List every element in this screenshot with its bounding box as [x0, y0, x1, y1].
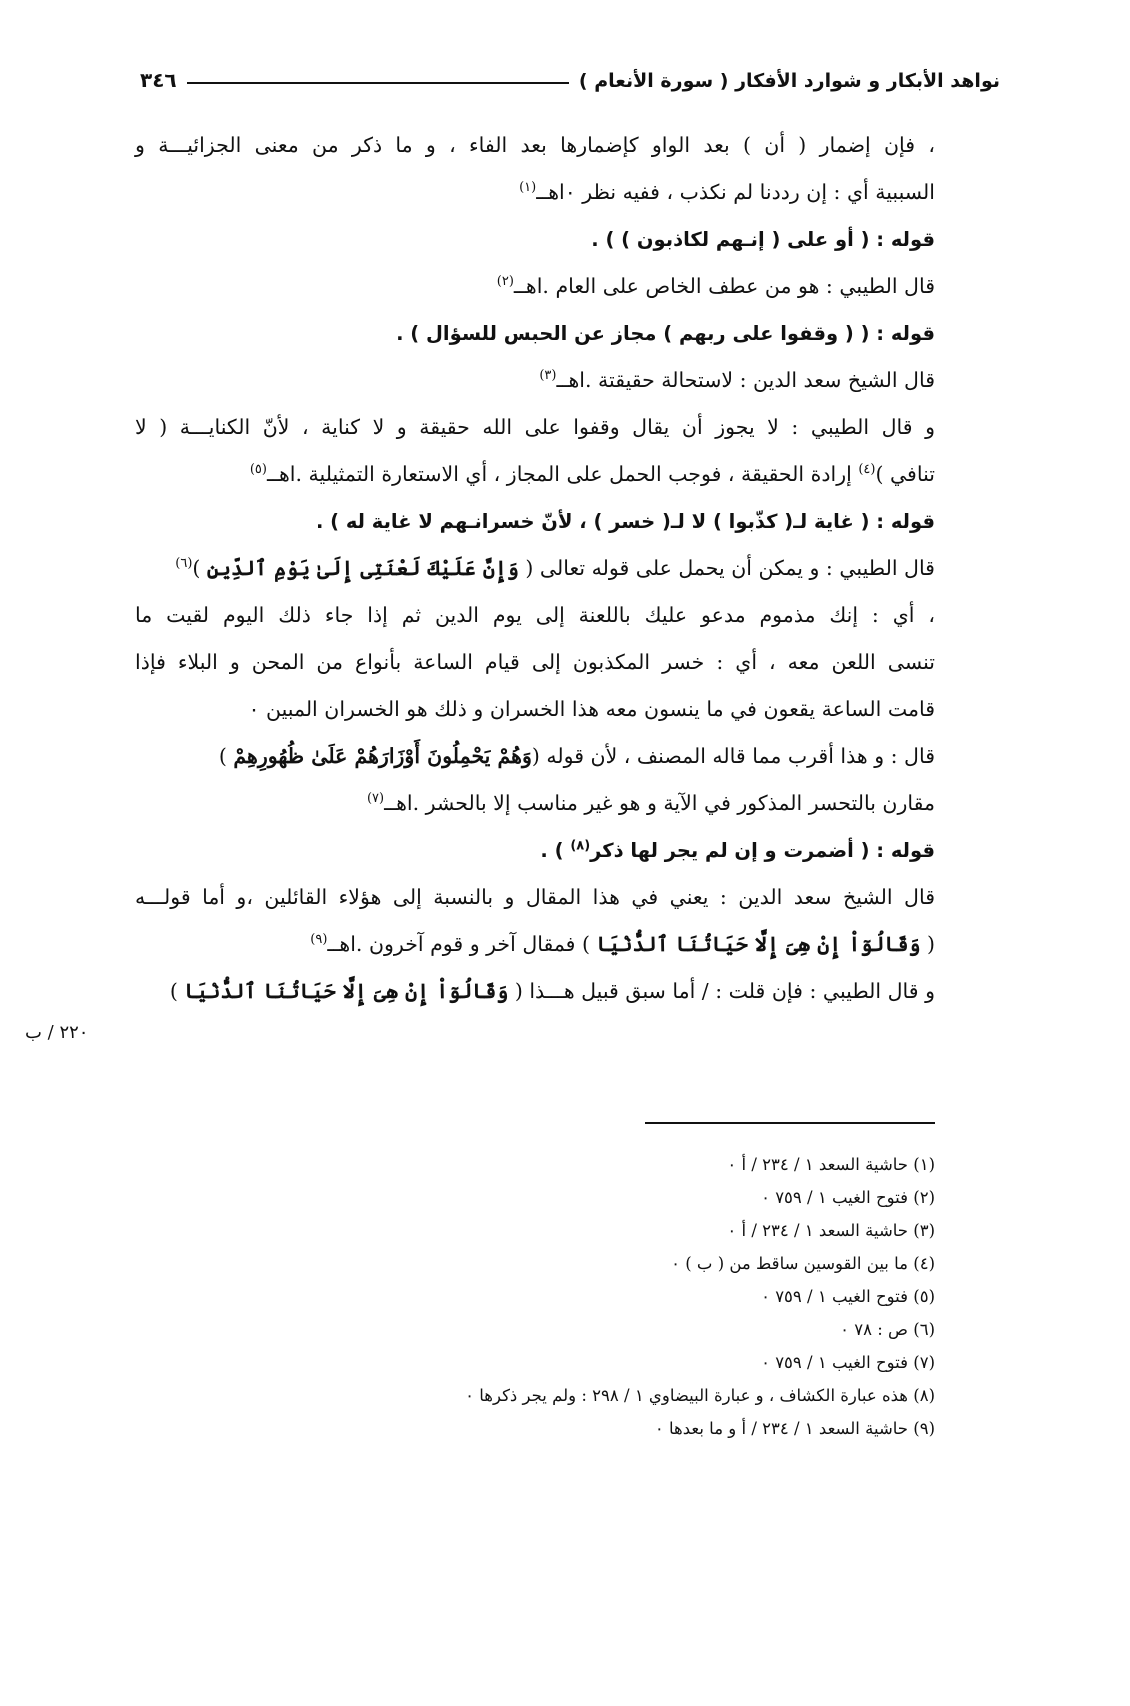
- footnote: (٤) ما بين القوسين ساقط من ( ب ) ٠: [671, 1254, 935, 1273]
- text-segment: ) فمقال آخر و قوم آخرون .اهــ: [327, 932, 597, 956]
- quran-quote: وَقَالُوٓاْ إِنْ هِىَ إِلَّا حَيَاتُنَا ٱلدُّنْيَا: [184, 979, 509, 1003]
- footnote-ref: (٥): [249, 462, 267, 478]
- page-header: [140, 58, 1000, 92]
- quran-quote: وَإِنَّ عَلَيْكَ لَعْنَتِى إِلَىٰ يَوْمِ ٱلدِّينِ: [206, 556, 519, 580]
- footnote: (٩) حاشية السعد ١ / ٢٣٤ / أ و ما بعدها ٠: [654, 1419, 935, 1438]
- quran-quote: وَهُمْ يَحْمِلُونَ أَوْزَارَهُمْ عَلَىٰ ظُهُورِهِمْ: [233, 744, 532, 768]
- text-segment: مقارن بالتحسر المذكور في الآية و هو غير مناسب إلا بالحشر .اهــ: [384, 791, 935, 815]
- text-line: تنسى اللعن معه ، أي : خسر المكذبون إلى قيام الساعة بأنواع من المحن و البلاء فإذا: [135, 650, 935, 674]
- commentary-heading: قوله : ( ( وقفوا على ربهم ) مجاز عن الحبس للسؤال ) .: [396, 322, 935, 345]
- text-line: [135, 780, 935, 827]
- footnote-ref: (١): [519, 180, 537, 196]
- footnotes: [135, 1148, 935, 1445]
- quran-quote: وَقَالُوٓاْ إِنْ هِىَ إِلَّا حَيَاتُنَا ٱلدُّنْيَا: [596, 932, 921, 956]
- text-segment: قال الشيخ سعد الدين : لاستحالة حقيقتة .اهــ: [556, 368, 935, 392]
- footnote-ref: (٨): [570, 838, 591, 854]
- text-segment: السببية أي : إن رددنا لم نكذب ، ففيه نظر ٠اهــ: [536, 180, 935, 204]
- commentary-heading: [135, 827, 935, 874]
- text-line: [135, 968, 935, 1015]
- footnote-ref: (٤): [858, 462, 876, 478]
- header-rule: [187, 82, 569, 84]
- text-line: [135, 357, 935, 404]
- text-line: [135, 263, 935, 310]
- text-line: [135, 169, 935, 216]
- text-line: قامت الساعة يقعون في ما ينسون معه هذا الخسران و ذلك هو الخسران المبين ٠: [248, 697, 935, 721]
- text-line: ، فإن إضمار ( أن ) بعد الواو كإضمارها بعد الفاء ، و ما ذكر من معنى الجزائيـــة و: [135, 133, 935, 157]
- footnote: (٨) هذه عبارة الكشاف ، و عبارة البيضاوي ١ / ٢٩٨ : ولم يجر ذكرها ٠: [465, 1386, 935, 1405]
- commentary-heading: قوله : ( غاية لـ( كذّبوا ) لا لـ( خسر ) ، لأنّ خسرانـهم لا غاية له ) .: [315, 510, 935, 533]
- footnote-ref: (٣): [539, 368, 557, 384]
- text-line: [135, 545, 935, 592]
- footnote-ref: (٦): [175, 556, 193, 572]
- text-line: [135, 733, 935, 780]
- text-line: و قال الطيبي : لا يجوز أن يقال وقفوا على الله حقيقة و لا كناية ، لأنّ الكنايـــة ( لا: [135, 415, 935, 439]
- text-segment: و قال الطيبي : فإن قلت : / أما سبق قبيل هـــذا (: [508, 979, 935, 1003]
- main-text: [135, 122, 935, 1015]
- text-segment: قال الطيبي : و يمكن أن يحمل على قوله تعالى (: [518, 556, 935, 580]
- footnote-ref: (٩): [310, 932, 328, 948]
- text-line: [135, 451, 935, 498]
- text-segment: ): [218, 744, 234, 768]
- text-segment: قال الطيبي : هو من عطف الخاص على العام .اهــ: [513, 274, 935, 298]
- footnote-ref: (٢): [496, 274, 514, 290]
- folio-marker: ٢٢٠ / ب: [25, 1022, 89, 1043]
- page-number: ٣٤٦: [140, 68, 177, 92]
- footnote: (٥) فتوح الغيب ١ / ٧٥٩ ٠: [761, 1287, 935, 1306]
- text-segment: قال : و هذا أقرب مما قاله المصنف ، لأن قوله (: [531, 744, 935, 768]
- footnote-rule: [645, 1122, 935, 1124]
- footnote: (٧) فتوح الغيب ١ / ٧٥٩ ٠: [761, 1353, 935, 1372]
- text-segment: إرادة الحقيقة ، فوجب الحمل على المجاز ، أي الاستعارة التمثيلية .اهــ: [266, 462, 859, 486]
- text-segment: ): [192, 556, 207, 580]
- text-segment: تنافي ): [875, 462, 935, 486]
- commentary-heading: قوله : ( أو على ( إنـهم لكاذبون ) ) .: [591, 228, 935, 251]
- footnote: (٢) فتوح الغيب ١ / ٧٥٩ ٠: [761, 1188, 935, 1207]
- footnote-ref: (٧): [366, 791, 385, 807]
- footnote: (٣) حاشية السعد ١ / ٢٣٤ / أ ٠: [727, 1221, 935, 1240]
- text-segment: (: [920, 932, 935, 956]
- text-line: [135, 921, 935, 968]
- text-line: ، أي : إنك مذموم مدعو عليك باللعنة إلى يوم الدين ثم إذا جاء ذلك اليوم لقيت ما: [135, 603, 935, 627]
- text-segment: قوله : ( أضمرت و إن لم يجر لها ذكر: [590, 839, 935, 862]
- running-title: نواهد الأبكار و شوارد الأفكار ( سورة الأنعام ): [578, 70, 1000, 92]
- footnote: (١) حاشية السعد ١ / ٢٣٤ / أ ٠: [727, 1155, 935, 1174]
- text-segment: ): [169, 979, 185, 1003]
- text-line: قال الشيخ سعد الدين : يعني في هذا المقال و بالنسبة إلى هؤلاء القائلين ،و أما قولـــه: [135, 885, 935, 909]
- footnote: (٦) ص : ٧٨ ٠: [840, 1320, 935, 1339]
- text-segment: ) .: [540, 839, 571, 862]
